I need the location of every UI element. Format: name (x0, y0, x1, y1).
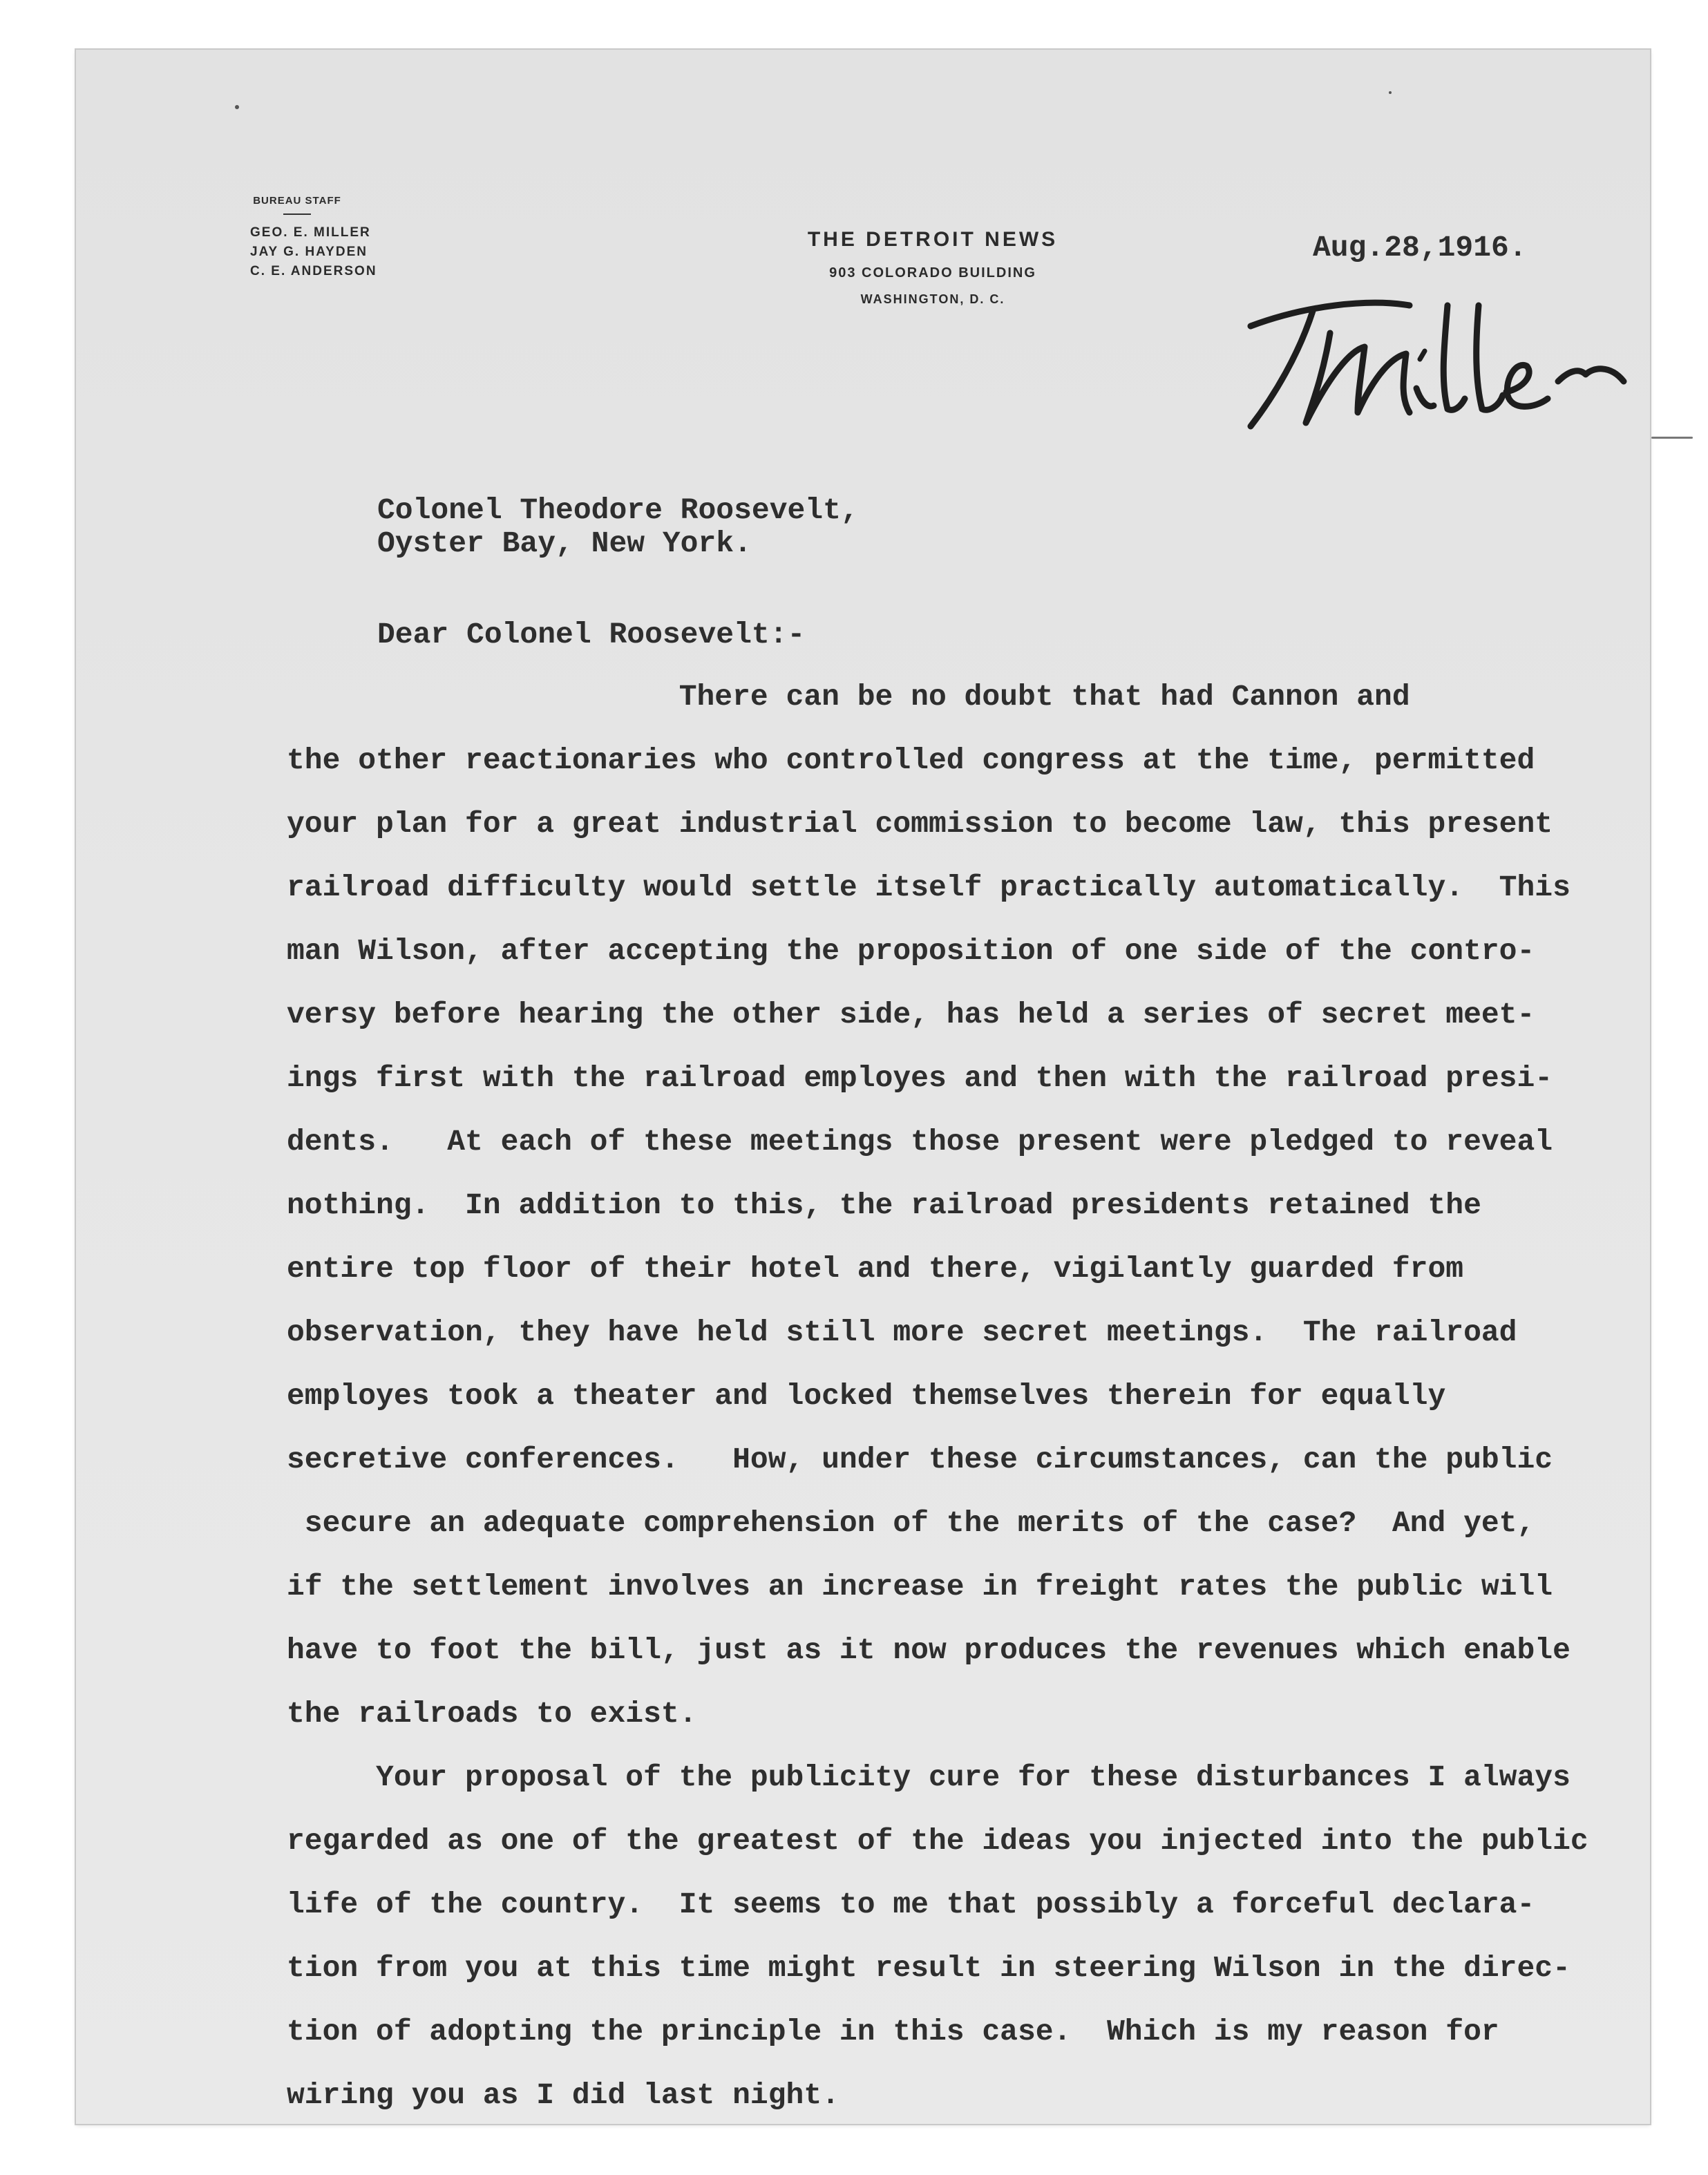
staff-name: C. E. ANDERSON (250, 264, 377, 278)
salutation: Dear Colonel Roosevelt:- (377, 618, 806, 652)
newspaper-name: THE DETROIT NEWS (807, 228, 1059, 251)
staff-label: BUREAU STAFF (253, 195, 341, 207)
masthead-address-line1: 903 COLORADO BUILDING (829, 265, 1036, 281)
body-line: have to foot the bill, just as it now produces the revenues which enable (287, 1633, 1571, 1667)
body-line: regarded as one of the greatest of the ideas you injected into the public (287, 1824, 1588, 1858)
body-line: observation, they have held still more secret meetings. The railroad (287, 1316, 1517, 1349)
paper-mark (1651, 437, 1693, 439)
body-line: There can be no doubt that had Cannon and (287, 680, 1410, 714)
body-line: wiring you as I did last night. (287, 2078, 839, 2112)
body-line: tion of adopting the principle in this case. Which is my reason for (287, 2015, 1499, 2049)
body-line: tion from you at this time might result in steering Wilson in the direc- (287, 1951, 1571, 1985)
staff-divider (283, 213, 311, 215)
body-line: railroad difficulty would settle itself practically automatically. This (287, 871, 1571, 904)
body-line: man Wilson, after accepting the proposition of one side of the contro- (287, 934, 1535, 968)
recipient-name: Colonel Theodore Roosevelt, (377, 493, 859, 527)
paper-speck (1389, 91, 1392, 94)
body-line: your plan for a great industrial commission to become law, this present (287, 807, 1553, 841)
staff-name: GEO. E. MILLER (250, 225, 371, 240)
handwritten-signature (1209, 278, 1707, 444)
body-line: dents. At each of these meetings those present were pledged to reveal (287, 1125, 1553, 1159)
letter-date: Aug.28,1916. (1313, 231, 1527, 265)
body-line: secure an adequate comprehension of the merits of the case? And yet, (287, 1506, 1535, 1540)
body-line: entire top floor of their hotel and there, vigilantly guarded from (287, 1252, 1464, 1286)
bureau-staff-block (187, 195, 408, 281)
body-line: Your proposal of the publicity cure for these disturbances I always (287, 1760, 1571, 1794)
body-line: the railroads to exist. (287, 1697, 697, 1731)
paper-speck (235, 105, 239, 109)
body-line: ings first with the railroad employes and then with the railroad presi- (287, 1061, 1553, 1095)
body-line: if the settlement involves an increase in freight rates the public will (287, 1570, 1553, 1604)
body-line: secretive conferences. How, under these circumstances, can the public (287, 1443, 1553, 1476)
masthead-address-line2: WASHINGTON, D. C. (860, 292, 1005, 306)
body-line: nothing. In addition to this, the railroad presidents retained the (287, 1188, 1481, 1222)
body-line: versy before hearing the other side, has held a series of secret meet- (287, 998, 1535, 1032)
body-line: the other reactionaries who controlled congress at the time, permitted (287, 743, 1535, 777)
masthead (739, 228, 1126, 307)
body-line: employes took a theater and locked themselves therein for equally (287, 1379, 1446, 1413)
recipient-address: Oyster Bay, New York. (377, 526, 752, 560)
body-line: life of the country. It seems to me that possibly a forceful declara- (287, 1888, 1535, 1921)
staff-name: JAY G. HAYDEN (250, 245, 368, 259)
letter-page (76, 50, 1650, 2124)
